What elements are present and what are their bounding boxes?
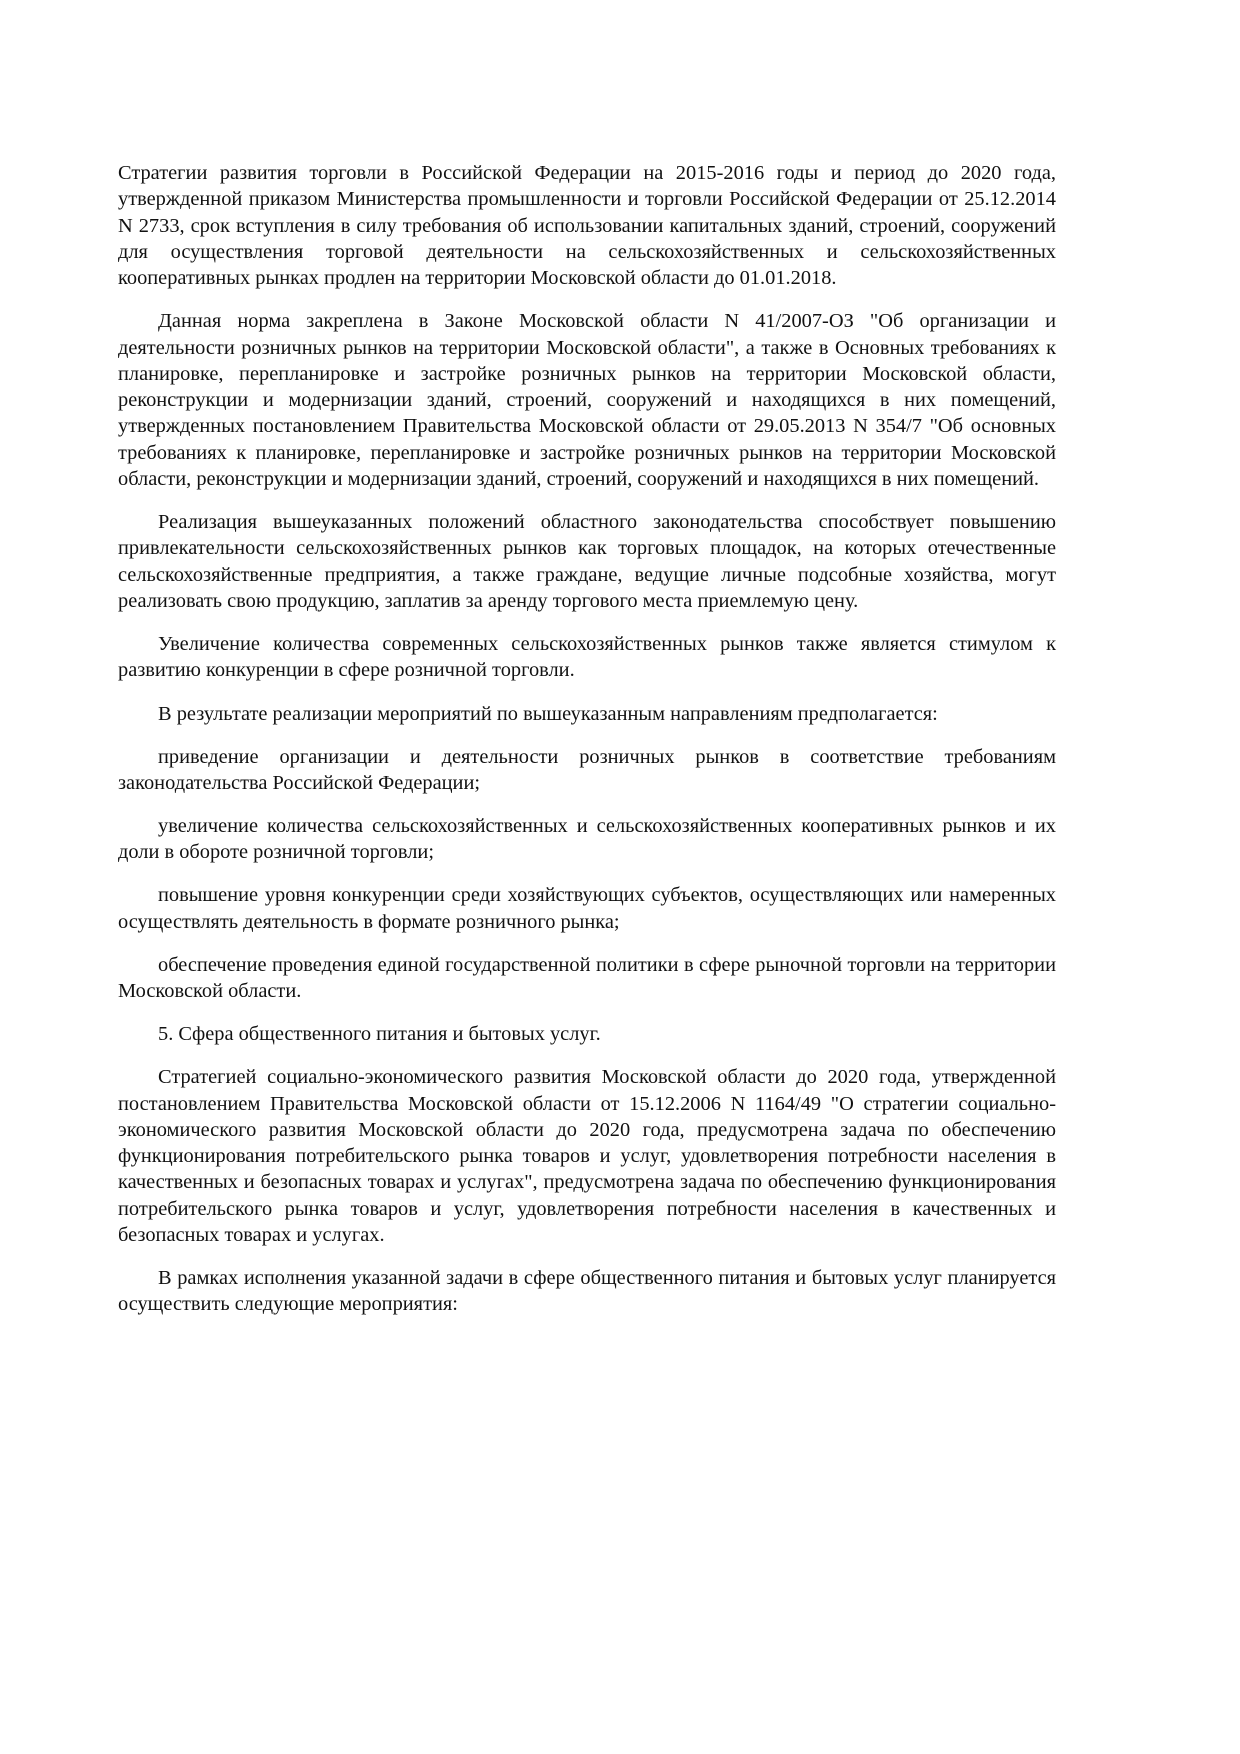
- section-heading: 5. Сфера общественного питания и бытовых услуг.: [158, 1023, 601, 1046]
- paragraph: Реализация вышеуказанных положений областного законодательства способствует повышению привлекательности сельскохозяйственных рынков как торговых площадок, на которых отечественные сельскохозяйственные предприятия, а также граждане, ведущие личные подсобные хозяйства, могут реализовать свою продукцию, заплатив за аренду торгового места приемлемую цену.: [118, 511, 1056, 613]
- paragraph: Данная норма закреплена в Законе Московской области N 41/2007-ОЗ "Об организации и деятельности розничных рынков на территории Московской области", а также в Основных требованиях к планировке, перепланировке и застройке розничных рынков на территории Московской области, реконструкции и модернизации зданий, строений, сооружений и находящихся в них помещений, утвержденных постановлением Правительства Московской области от 29.05.2013 N 354/7 "Об основных требованиях к планировке, перепланировке и застройке розничных рынков на территории Московской области, реконструкции и модернизации зданий, строений, сооружений и находящихся в них помещений.: [118, 310, 1056, 491]
- list-item: обеспечение проведения единой государственной политики в сфере рыночной торговли на территории Московской области.: [118, 953, 1056, 1003]
- paragraph: Стратегией социально-экономического развития Московской области до 2020 года, утвержденной постановлением Правительства Московской области от 15.12.2006 N 1164/49 "О стратегии социально-экономического развития Московской области до 2020 года, предусмотрена задача по обеспечению функционирования потребительского рынка товаров и услуг, удовлетворения потребности населения в качественных и безопасных товарах и услугах", предусмотрена задача по обеспечению функционирования потребительского рынка товаров и услуг, удовлетворения потребности населения в качественных и безопасных товарах и услугах.: [118, 1066, 1056, 1247]
- paragraph: В результате реализации мероприятий по вышеуказанным направлениям предполагается:: [158, 702, 938, 725]
- document-page: [118, 160, 1056, 1335]
- list-item: увеличение количества сельскохозяйственных и сельскохозяйственных кооперативных рынков и их доли в обороте розничной торговли;: [118, 815, 1056, 864]
- list-item: приведение организации и деятельности розничных рынков в соответствие требованиям законодательства Российской Федерации;: [118, 745, 1056, 794]
- paragraph-continuation: Стратегии развития торговли в Российской Федерации на 2015-2016 годы и период до 2020 года, утвержденной приказом Министерства промышленности и торговли Российской Федерации от 25.12.2014 N 2733, срок вступления в силу требования об использовании капитальных зданий, строений, сооружений для осуществления торговой деятельности на сельскохозяйственных и сельскохозяйственных кооперативных рынках продлен на территории Московской области до 01.01.2018.: [118, 162, 1056, 290]
- paragraph: Увеличение количества современных сельскохозяйственных рынков также является стимулом к развитию конкуренции в сфере розничной торговли.: [118, 633, 1056, 682]
- paragraph: В рамках исполнения указанной задачи в сфере общественного питания и бытовых услуг планируется осуществить следующие мероприятия:: [118, 1267, 1056, 1316]
- list-item: повышение уровня конкуренции среди хозяйствующих субъектов, осуществляющих или намеренных осуществлять деятельность в формате розничного рынка;: [118, 884, 1056, 933]
